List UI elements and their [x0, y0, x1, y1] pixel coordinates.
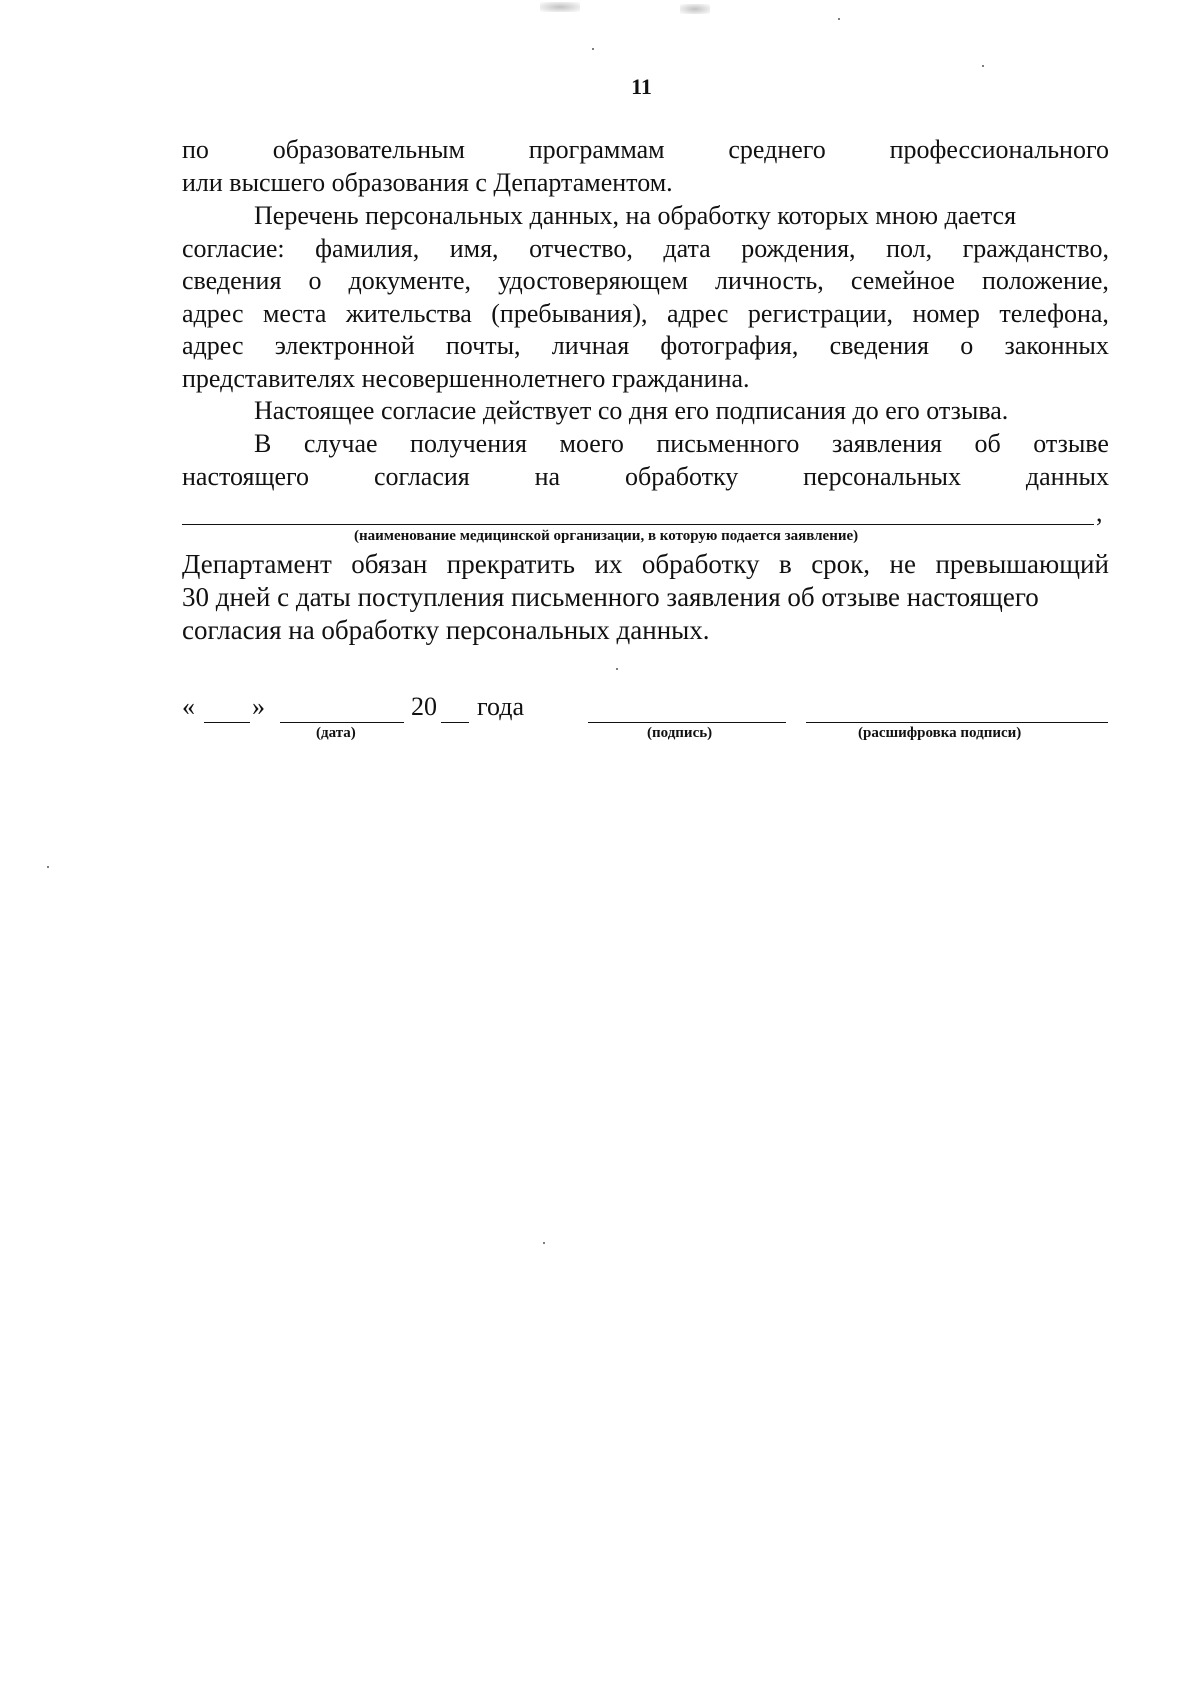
year-suffix: года [477, 692, 525, 721]
scan-artifact [540, 2, 580, 12]
word: В [254, 429, 272, 458]
word: адрес [182, 298, 244, 328]
word: обработку [624, 461, 739, 491]
word: профессионального [889, 135, 1109, 164]
year-prefix: 20 [411, 692, 437, 721]
page-number: 11 [631, 74, 652, 99]
word: почты, [445, 331, 521, 360]
date-caption: (дата) [316, 725, 356, 741]
paragraph-continuation [182, 134, 1109, 199]
word: семейное [850, 266, 955, 295]
text-line [182, 428, 1109, 461]
signature-blank [588, 722, 786, 723]
word: сведения [829, 331, 930, 360]
word: электронной [274, 331, 415, 360]
text-line [182, 330, 1109, 363]
text-line [182, 233, 1109, 266]
word: адрес [666, 298, 729, 328]
word: фамилия, [315, 233, 420, 263]
word: положение, [982, 266, 1109, 295]
blank-comma: , [1096, 498, 1103, 527]
word: в [778, 549, 792, 579]
word: пол, [886, 233, 933, 263]
scan-speck [592, 48, 594, 50]
signature-decode-blank [806, 722, 1108, 723]
signature-caption: (подпись) [647, 725, 713, 741]
organization-caption: (наименование медицинской организации, в которую подается заявление) [354, 528, 859, 544]
word: моего [559, 429, 624, 458]
word: удостоверяющем [498, 266, 688, 295]
word: случае [303, 429, 378, 458]
word: места [262, 298, 327, 328]
word: заявления [831, 429, 942, 458]
text-line [182, 134, 1109, 167]
word: срок, [811, 549, 871, 579]
scan-speck [47, 866, 49, 868]
word: персональных [803, 461, 962, 491]
word: дата [663, 233, 711, 263]
word: прекратить [446, 549, 575, 579]
word: регистрации, [747, 298, 894, 328]
word: личная [551, 331, 630, 360]
word: о [308, 266, 322, 295]
paragraph-personal-data-list [182, 200, 1109, 395]
word: о [960, 331, 974, 360]
word: отзыве [1033, 429, 1109, 458]
word: отчество, [529, 233, 633, 263]
word: жительства [345, 298, 472, 328]
word: письменного [656, 429, 800, 458]
text-line: Настоящее согласие действует со дня его подписания до его отзыва. [254, 396, 1009, 425]
text-line: или высшего образования с Департаментом. [182, 167, 673, 197]
text-line: Перечень персональных данных, на обработку которых мною дается [254, 201, 1017, 230]
word: образовательным [272, 135, 465, 164]
paragraph-department-obligation [182, 548, 1109, 647]
signature-decode-caption: (расшифровка подписи) [858, 725, 1022, 741]
word: (пребывания), [491, 298, 648, 328]
word: среднего [728, 135, 826, 164]
month-blank [280, 722, 404, 723]
word: не [889, 549, 916, 579]
text-line: представителях несовершеннолетнего гражданина. [182, 363, 750, 393]
word: на [534, 461, 561, 491]
word: их [594, 549, 623, 579]
word: Департамент [182, 549, 332, 579]
scan-speck [982, 65, 984, 67]
organization-name-blank [182, 524, 1094, 525]
word: согласие: [182, 233, 285, 263]
word: гражданство, [962, 233, 1109, 263]
word: согласия [373, 461, 470, 491]
scan-speck [838, 18, 840, 20]
scan-speck [543, 1242, 545, 1244]
word: обязан [351, 549, 428, 579]
word: данных [1025, 461, 1109, 491]
word: сведения [182, 266, 282, 295]
paragraph-validity [182, 395, 1109, 428]
word: телефона, [999, 298, 1109, 328]
text-line: 30 дней с даты поступления письменного заявления об отзыве настоящего [182, 582, 1039, 612]
text-line [182, 461, 1109, 494]
word: обработку [641, 549, 760, 579]
text-line [182, 548, 1109, 581]
text-line [182, 298, 1109, 331]
text-line [182, 265, 1109, 298]
word: номер [912, 298, 980, 328]
word: адрес [182, 331, 244, 360]
word: фотография, [660, 331, 799, 360]
text-line: согласия на обработку персональных данных. [182, 615, 710, 645]
word: документе, [348, 266, 472, 295]
word: настоящего [182, 461, 310, 491]
word: превышающий [935, 549, 1109, 579]
day-blank [204, 722, 250, 723]
close-quote: » [252, 692, 265, 721]
open-quote: « [182, 692, 195, 721]
word: об [974, 429, 1001, 458]
word: получения [410, 429, 527, 458]
word: имя, [449, 233, 499, 263]
year-blank [441, 722, 469, 723]
scan-artifact [680, 4, 710, 14]
word: по [182, 135, 209, 164]
word: законных [1004, 331, 1109, 360]
word: программам [528, 135, 665, 164]
scan-speck [616, 668, 618, 670]
word: рождения, [741, 233, 856, 263]
word: личность, [715, 266, 824, 295]
paragraph-withdrawal [182, 428, 1109, 493]
